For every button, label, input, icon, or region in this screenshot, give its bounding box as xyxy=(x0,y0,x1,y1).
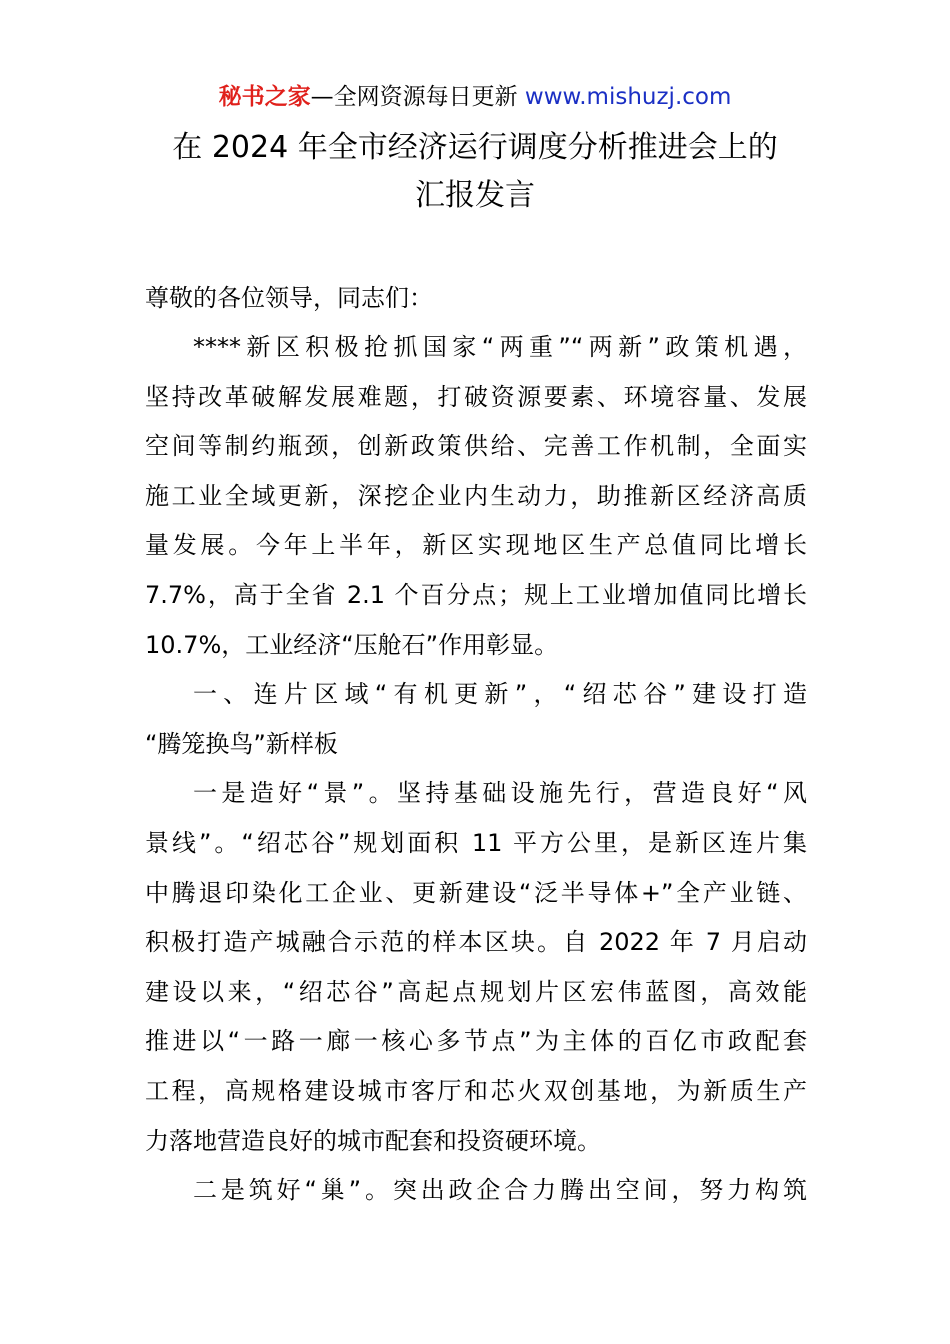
body-line: 工程，高规格建设城市客厅和芯火双创基地，为新质生产 xyxy=(145,1076,807,1105)
body-line: ****新区积极抢抓国家“两重”“两新”政策机遇， xyxy=(193,333,807,361)
body-line: 二是筑好“巢”。突出政企合力腾出空间，努力构筑 xyxy=(193,1176,807,1205)
body-line: 建设以来，“绍芯谷”高起点规划片区宏伟蓝图，高效能 xyxy=(145,977,807,1006)
document-title-line-1: 在 2024 年全市经济运行调度分析推进会上的 xyxy=(172,130,778,165)
body-line: 中腾退印染化工企业、更新建设“泛半导体+”全产业链、 xyxy=(145,878,807,907)
body-line: 10.7%，工业经济“压舱石”作用彰显。 xyxy=(145,630,559,659)
brand-name: 秘书之家 xyxy=(218,84,311,110)
body-line: 空间等制约瓶颈，创新政策供给、完善工作机制，全面实 xyxy=(145,432,807,461)
body-line: 推进以“一路一廊一核心多节点”为主体的百亿市政配套 xyxy=(145,1027,807,1056)
body-line: 一是造好“景”。坚持基础设施先行，营造良好“风 xyxy=(193,779,807,808)
salutation: 尊敬的各位领导，同志们： xyxy=(145,284,433,312)
body-line: 力落地营造良好的城市配套和投资硬环境。 xyxy=(145,1126,601,1155)
header-tagline: —全网资源每日更新 xyxy=(310,84,518,110)
site-url-link[interactable]: www.mishuzj.com xyxy=(524,84,732,110)
section-heading-line: “腾笼换鸟”新样板 xyxy=(145,729,338,758)
body-line: 施工业全域更新，深挖企业内生动力，助推新区经济高质 xyxy=(145,481,807,510)
document-title-line-2: 汇报发言 xyxy=(415,178,535,213)
site-header xyxy=(0,80,950,114)
body-line: 7.7%，高于全省 2.1 个百分点；规上工业增加值同比增长 xyxy=(145,580,807,609)
body-line: 积极打造产城融合示范的样本区块。自 2022 年 7 月启动 xyxy=(145,928,807,957)
document-body xyxy=(145,323,807,1216)
body-line: 景线”。“绍芯谷”规划面积 11 平方公里，是新区连片集 xyxy=(145,828,807,857)
section-heading-line: 一、连片区域“有机更新”，“绍芯谷”建设打造 xyxy=(193,680,807,709)
body-line: 坚持改革破解发展难题，打破资源要素、环境容量、发展 xyxy=(145,382,807,411)
body-line: 量发展。今年上半年，新区实现地区生产总值同比增长 xyxy=(145,531,807,560)
